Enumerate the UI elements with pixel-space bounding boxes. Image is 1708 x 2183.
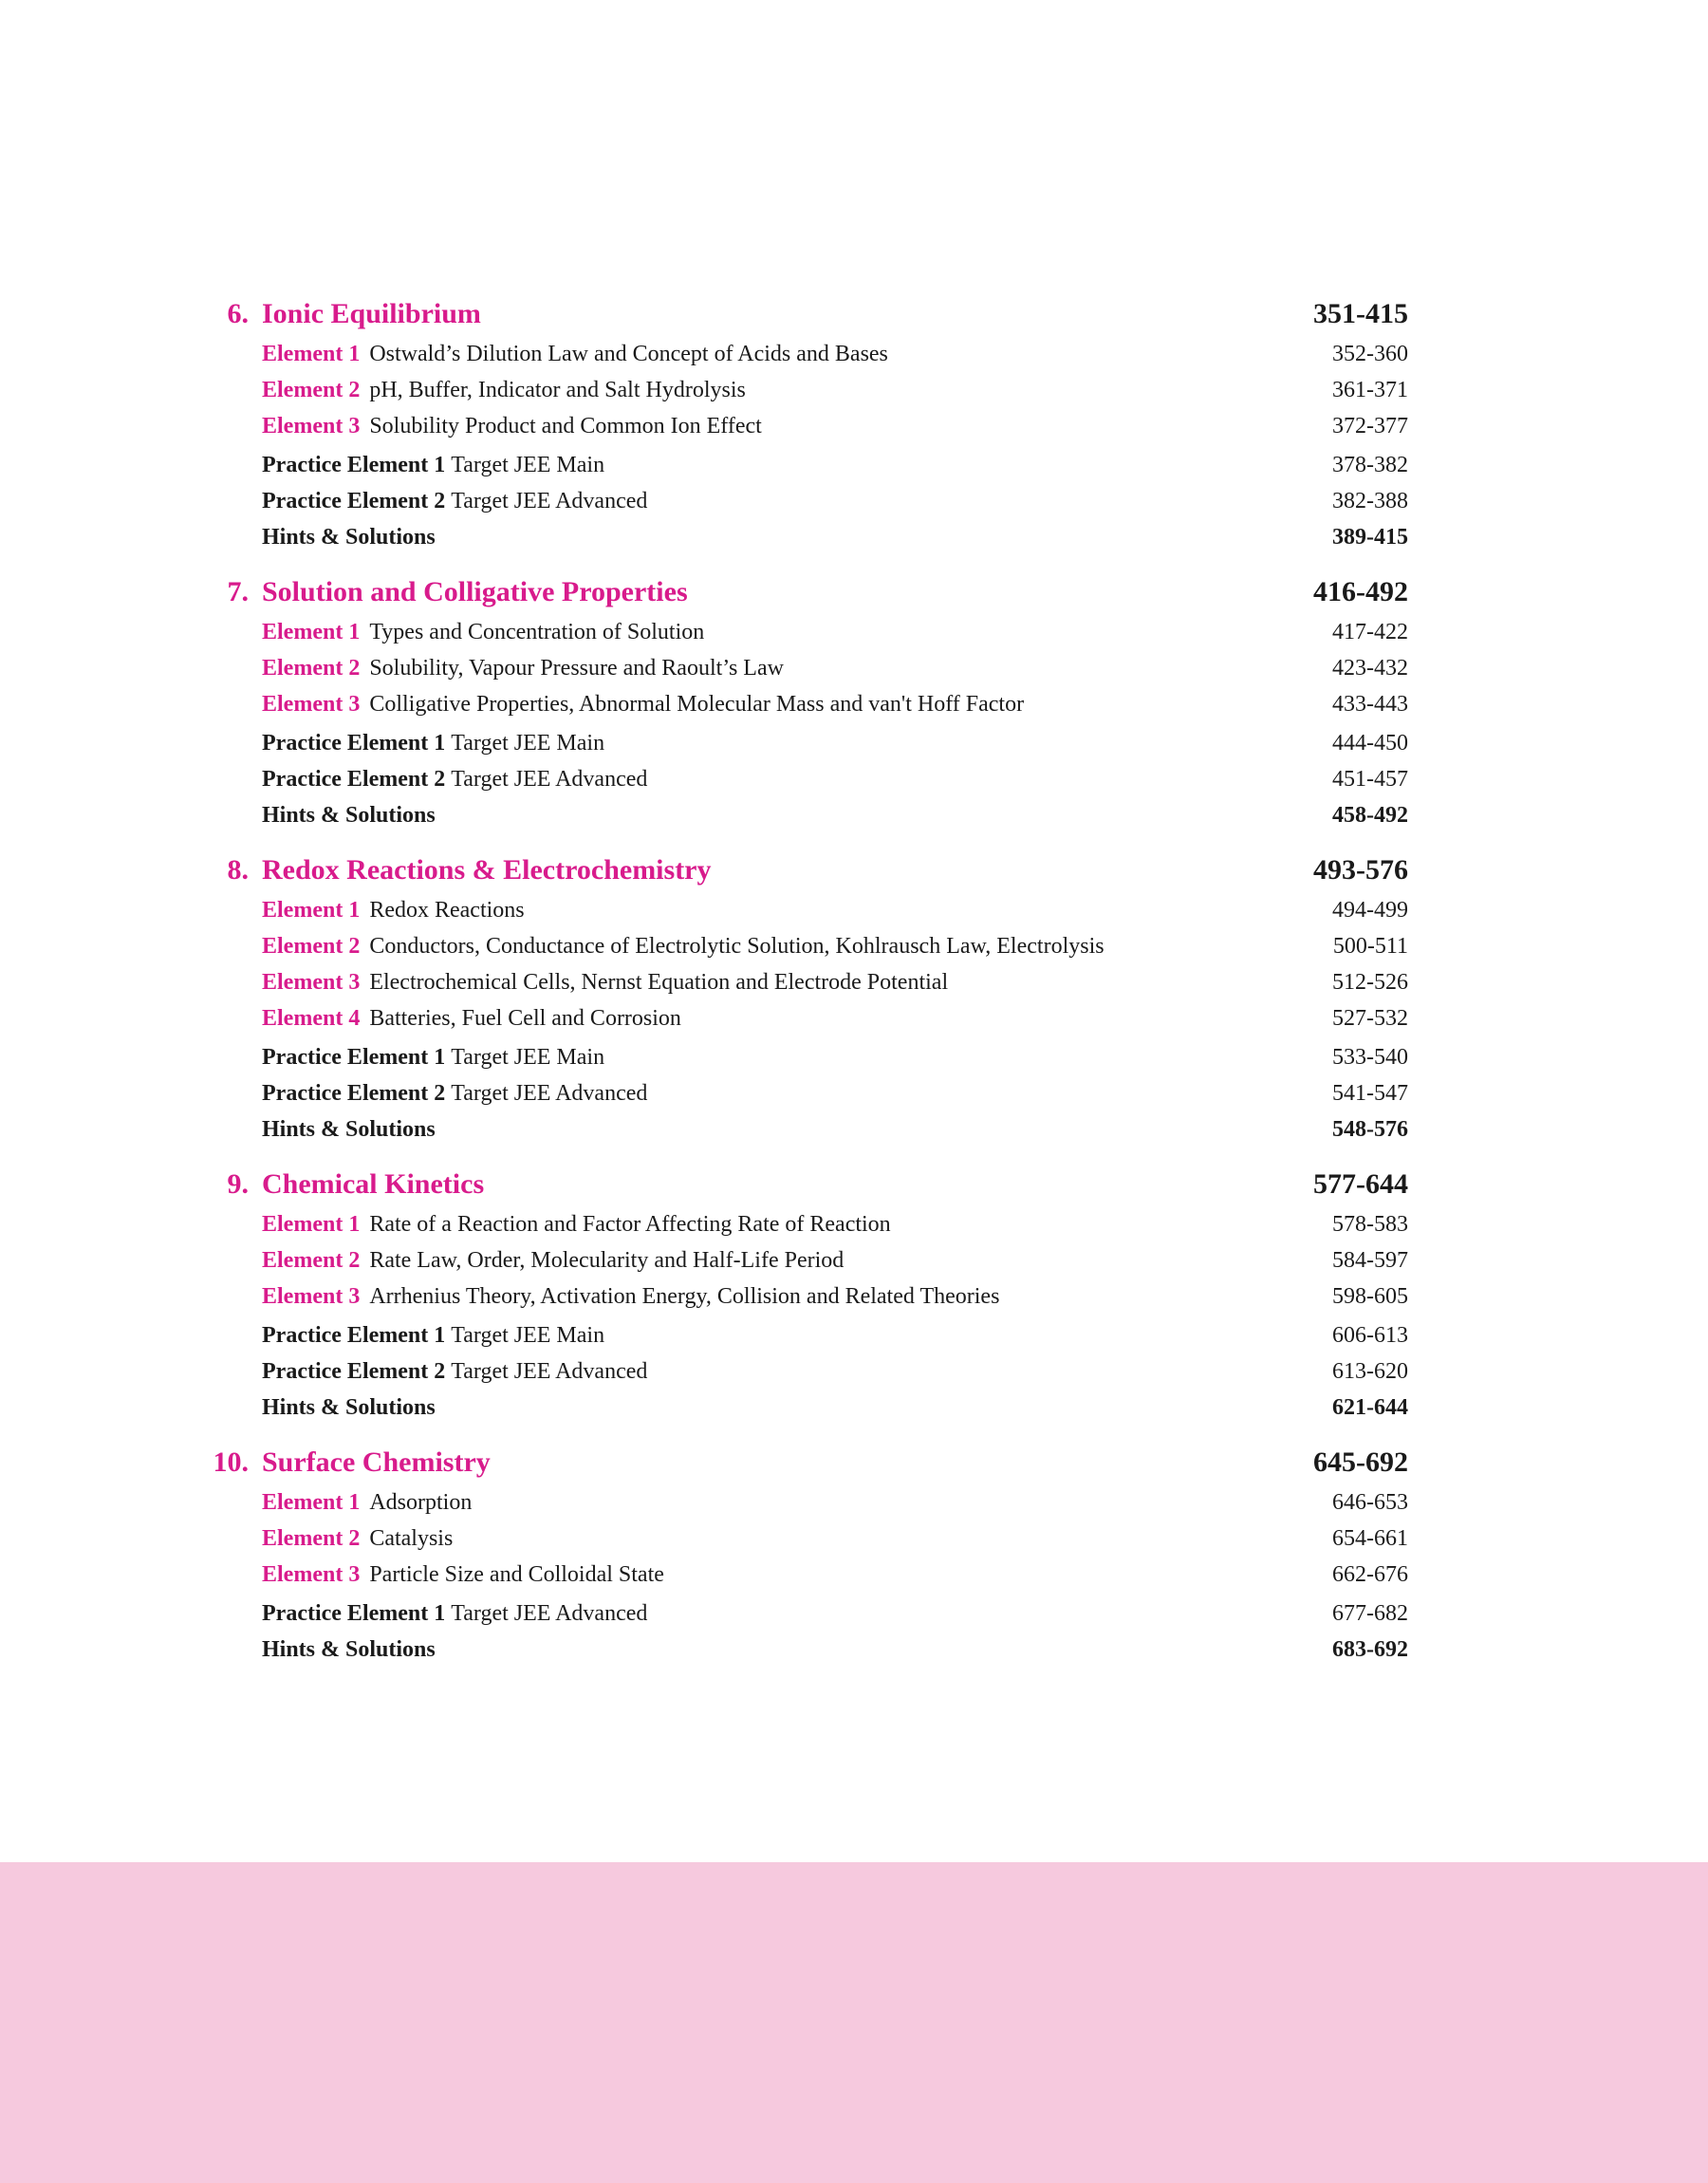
chapter-number: 9. [227, 1168, 249, 1200]
toc-entry-text: Target JEE Advanced [451, 489, 648, 513]
toc-entry-page-range: 382-388 [1332, 489, 1408, 513]
toc-hints-row[interactable] [0, 1390, 1708, 1426]
toc-entry-label [262, 336, 888, 372]
hints-label: Hints & Solutions [262, 1117, 436, 1142]
element-tag: Element 1 [262, 342, 361, 366]
toc-entry-page-range: 613-620 [1332, 1359, 1408, 1384]
element-tag: Element 1 [262, 898, 361, 923]
toc-element-row[interactable] [0, 1206, 1708, 1242]
toc-element-row[interactable] [0, 1242, 1708, 1278]
toc-entry-text: Rate Law, Order, Molecularity and Half-Life Period [369, 1248, 845, 1273]
chapter-section [0, 292, 1708, 555]
toc-entry-page-range: 494-499 [1332, 898, 1408, 923]
toc-element-row[interactable] [0, 372, 1708, 408]
element-tag: Element 3 [262, 692, 361, 717]
toc-entry-page-range: 654-661 [1332, 1526, 1408, 1551]
toc-entry-label [262, 1317, 604, 1353]
hints-label: Hints & Solutions [262, 1395, 436, 1420]
toc-entry-label [262, 1278, 999, 1315]
toc-entry-text: pH, Buffer, Indicator and Salt Hydrolysis [369, 378, 746, 402]
toc-entry-text: Target JEE Main [451, 1323, 605, 1348]
toc-entry-page-range: 646-653 [1332, 1490, 1408, 1515]
element-tag: Element 1 [262, 1212, 361, 1237]
toc-element-row[interactable] [0, 336, 1708, 372]
chapter-page-range: 351-415 [1313, 298, 1408, 329]
toc-entry-label [262, 1000, 681, 1036]
toc-entry-page-range: 500-511 [1332, 934, 1408, 959]
table-of-contents [0, 292, 1708, 1683]
toc-entry-label [262, 1111, 436, 1147]
toc-element-row[interactable] [0, 1484, 1708, 1521]
toc-entry-text: Ostwald’s Dilution Law and Concept of Acids and Bases [369, 342, 888, 366]
element-tag: Element 2 [262, 1248, 361, 1273]
toc-entry-label [262, 761, 647, 797]
chapter-title: Chemical Kinetics [262, 1168, 485, 1200]
toc-entry-page-range: 352-360 [1332, 342, 1408, 366]
toc-entry-page-range: 606-613 [1332, 1323, 1408, 1348]
toc-entry-page-range: 533-540 [1332, 1045, 1408, 1070]
toc-practice-row[interactable] [0, 1317, 1708, 1353]
toc-entry-label [262, 1075, 647, 1111]
toc-entry-label [262, 1557, 664, 1593]
toc-element-row[interactable] [0, 964, 1708, 1000]
toc-element-row[interactable] [0, 892, 1708, 928]
practice-tag: Practice Element 1 [262, 453, 446, 477]
toc-entry-label [262, 892, 525, 928]
toc-entry-label [262, 1039, 604, 1075]
toc-entry-page-range: 662-676 [1332, 1562, 1408, 1587]
toc-entry-page-range: 598-605 [1332, 1284, 1408, 1309]
toc-entry-text: Catalysis [369, 1526, 454, 1551]
toc-entry-label [262, 1390, 436, 1426]
toc-entry-text: Target JEE Main [451, 453, 605, 477]
practice-tag: Practice Element 2 [262, 1081, 446, 1106]
toc-entry-page-range: 578-583 [1332, 1212, 1408, 1237]
toc-element-row[interactable] [0, 408, 1708, 444]
chapter-heading[interactable] [0, 1163, 1708, 1206]
practice-tag: Practice Element 2 [262, 1359, 446, 1384]
element-tag: Element 2 [262, 378, 361, 402]
toc-entry-page-range: 512-526 [1332, 970, 1408, 995]
chapter-page-range: 416-492 [1313, 576, 1408, 607]
toc-entry-page-range: 389-415 [1332, 525, 1408, 550]
toc-practice-row[interactable] [0, 483, 1708, 519]
toc-hints-row[interactable] [0, 1111, 1708, 1147]
toc-entry-label [262, 614, 704, 650]
toc-entry-label [262, 1242, 844, 1278]
toc-entry-label [262, 408, 762, 444]
hints-label: Hints & Solutions [262, 525, 436, 550]
toc-entry-page-range: 417-422 [1332, 620, 1408, 644]
chapter-section [0, 570, 1708, 833]
toc-entry-label [262, 519, 436, 555]
chapter-heading[interactable] [0, 1441, 1708, 1484]
practice-tag: Practice Element 1 [262, 1045, 446, 1070]
toc-entry-page-range: 451-457 [1332, 767, 1408, 792]
toc-entry-label [262, 1632, 436, 1668]
toc-entry-text: Conductors, Conductance of Electrolytic Solution, Kohlrausch Law, Electrolysis [369, 934, 1105, 959]
toc-entry-label [262, 1206, 891, 1242]
chapter-title: Ionic Equilibrium [262, 298, 481, 329]
toc-entry-text: Target JEE Advanced [451, 1601, 648, 1626]
toc-entry-label [262, 1595, 647, 1632]
toc-entry-label [262, 1484, 472, 1521]
toc-entry-page-range: 683-692 [1332, 1637, 1408, 1662]
footer-band [0, 1862, 1708, 2183]
toc-entry-label [262, 964, 948, 1000]
element-tag: Element 3 [262, 1284, 361, 1309]
element-tag: Element 3 [262, 1562, 361, 1587]
chapter-title: Redox Reactions & Electrochemistry [262, 854, 712, 886]
toc-entry-label [262, 447, 604, 483]
toc-practice-row[interactable] [0, 1353, 1708, 1390]
element-tag: Element 1 [262, 620, 361, 644]
chapter-heading[interactable] [0, 292, 1708, 336]
toc-entry-page-range: 458-492 [1332, 803, 1408, 828]
toc-entry-label [262, 372, 746, 408]
chapter-page-range: 577-644 [1313, 1168, 1408, 1200]
toc-entry-label [262, 650, 784, 686]
toc-entry-page-range: 372-377 [1332, 414, 1408, 438]
toc-entry-text: Rate of a Reaction and Factor Affecting Rate of Reaction [369, 1212, 891, 1237]
toc-entry-text: Arrhenius Theory, Activation Energy, Collision and Related Theories [369, 1284, 1000, 1309]
toc-entry-text: Colligative Properties, Abnormal Molecular Mass and van't Hoff Factor [369, 692, 1025, 717]
toc-element-row[interactable] [0, 1278, 1708, 1315]
toc-entry-page-range: 378-382 [1332, 453, 1408, 477]
toc-element-row[interactable] [0, 686, 1708, 722]
chapter-number: 7. [227, 576, 249, 607]
toc-entry-page-range: 433-443 [1332, 692, 1408, 717]
toc-entry-text: Solubility Product and Common Ion Effect [369, 414, 762, 438]
element-tag: Element 3 [262, 414, 361, 438]
toc-practice-row[interactable] [0, 1039, 1708, 1075]
toc-entry-label [262, 725, 604, 761]
toc-entry-text: Particle Size and Colloidal State [369, 1562, 664, 1587]
toc-entry-text: Redox Reactions [369, 898, 525, 923]
practice-tag: Practice Element 1 [262, 1323, 446, 1348]
practice-tag: Practice Element 1 [262, 731, 446, 756]
element-tag: Element 2 [262, 656, 361, 681]
toc-entry-label [262, 686, 1024, 722]
chapter-page-range: 645-692 [1313, 1446, 1408, 1478]
toc-entry-label [262, 1521, 453, 1557]
element-tag: Element 4 [262, 1006, 361, 1031]
toc-hints-row[interactable] [0, 797, 1708, 833]
toc-entry-text: Target JEE Main [451, 1045, 605, 1070]
toc-entry-text: Target JEE Advanced [451, 767, 648, 792]
chapter-number: 8. [227, 854, 249, 886]
toc-entry-text: Target JEE Advanced [451, 1359, 648, 1384]
toc-practice-row[interactable] [0, 1595, 1708, 1632]
chapter-title: Solution and Colligative Properties [262, 576, 688, 607]
toc-entry-page-range: 527-532 [1332, 1006, 1408, 1031]
practice-tag: Practice Element 2 [262, 489, 446, 513]
toc-entry-page-range: 584-597 [1332, 1248, 1408, 1273]
toc-entry-text: Target JEE Main [451, 731, 605, 756]
toc-entry-page-range: 541-547 [1332, 1081, 1408, 1106]
toc-entry-page-range: 548-576 [1332, 1117, 1408, 1142]
chapter-heading[interactable] [0, 570, 1708, 614]
element-tag: Element 3 [262, 970, 361, 995]
toc-entry-text: Adsorption [369, 1490, 473, 1515]
toc-practice-row[interactable] [0, 761, 1708, 797]
hints-label: Hints & Solutions [262, 1637, 436, 1662]
toc-entry-text: Target JEE Advanced [451, 1081, 648, 1106]
toc-entry-page-range: 621-644 [1332, 1395, 1408, 1420]
toc-hints-row[interactable] [0, 1632, 1708, 1668]
element-tag: Element 2 [262, 1526, 361, 1551]
chapter-page-range: 493-576 [1313, 854, 1408, 886]
chapter-number: 6. [227, 298, 249, 329]
element-tag: Element 2 [262, 934, 361, 959]
chapter-heading[interactable] [0, 849, 1708, 892]
toc-entry-page-range: 444-450 [1332, 731, 1408, 756]
chapter-title: Surface Chemistry [262, 1446, 491, 1478]
toc-entry-label [262, 483, 647, 519]
toc-entry-text: Types and Concentration of Solution [369, 620, 705, 644]
toc-element-row[interactable] [0, 1000, 1708, 1036]
toc-element-row[interactable] [0, 614, 1708, 650]
toc-entry-text: Solubility, Vapour Pressure and Raoult’s Law [369, 656, 784, 681]
toc-practice-row[interactable] [0, 725, 1708, 761]
toc-entry-label [262, 797, 436, 833]
chapter-number: 10. [213, 1446, 249, 1478]
toc-element-row[interactable] [0, 650, 1708, 686]
toc-element-row[interactable] [0, 1557, 1708, 1593]
chapter-section [0, 1163, 1708, 1426]
practice-tag: Practice Element 1 [262, 1601, 446, 1626]
toc-entry-label [262, 928, 1105, 964]
toc-practice-row[interactable] [0, 447, 1708, 483]
toc-practice-row[interactable] [0, 1075, 1708, 1111]
toc-element-row[interactable] [0, 928, 1708, 964]
hints-label: Hints & Solutions [262, 803, 436, 828]
toc-entry-page-range: 361-371 [1332, 378, 1408, 402]
practice-tag: Practice Element 2 [262, 767, 446, 792]
chapter-section [0, 1441, 1708, 1668]
chapter-section [0, 849, 1708, 1147]
toc-entry-page-range: 423-432 [1332, 656, 1408, 681]
toc-entry-page-range: 677-682 [1332, 1601, 1408, 1626]
element-tag: Element 1 [262, 1490, 361, 1515]
toc-entry-label [262, 1353, 647, 1390]
toc-hints-row[interactable] [0, 519, 1708, 555]
toc-entry-text: Electrochemical Cells, Nernst Equation and Electrode Potential [369, 970, 949, 995]
toc-entry-text: Batteries, Fuel Cell and Corrosion [369, 1006, 681, 1031]
toc-element-row[interactable] [0, 1521, 1708, 1557]
